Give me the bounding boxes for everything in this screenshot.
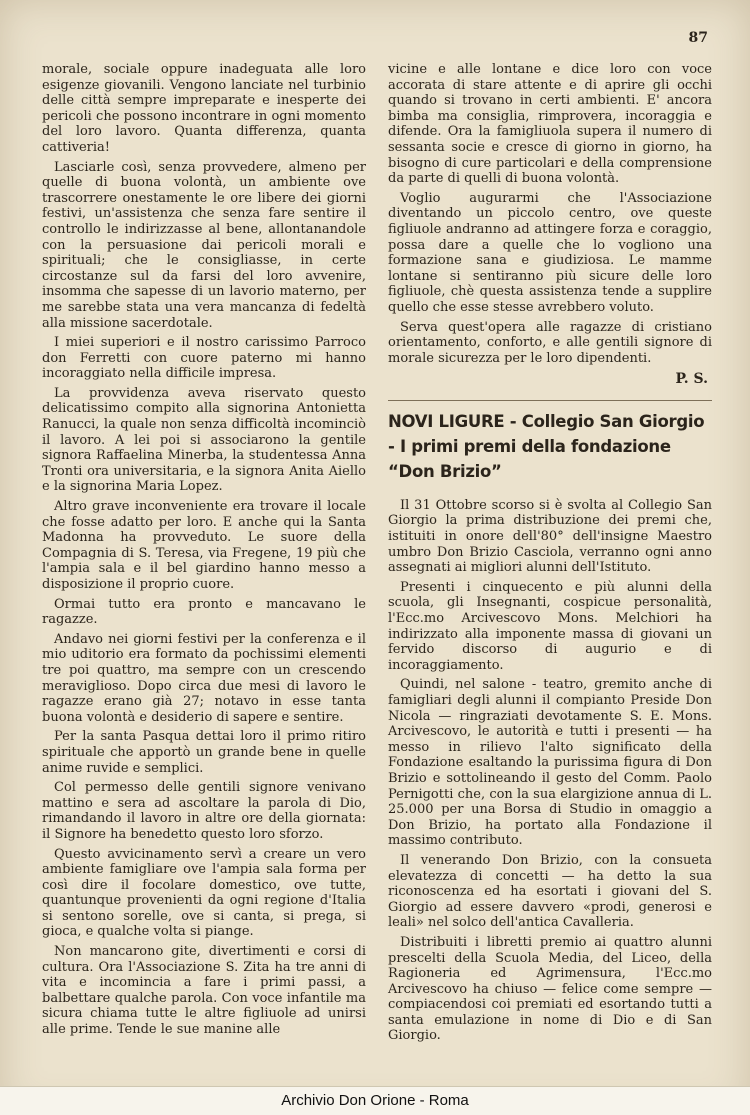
section-divider (388, 400, 712, 401)
page-number: 87 (688, 30, 708, 46)
article-paragraph: Voglio augurarmi che l'Associazione diventando un piccolo centro, ove queste figliuole andranno ad attingere forza e coraggio, possa dare a quelle che lo vogliono una formazione sana e giudiziosa. Le mamme lontane si sentiranno più sicure delle loro figliuole, chè questa assistenza tende a supplire quello che esse stesse avrebbero voluto. (388, 190, 712, 315)
article-paragraph: Per la santa Pasqua dettai loro il primo ritiro spirituale che apportò un grande bene in quelle anime ruvide e semplici. (42, 729, 366, 776)
article-paragraph: Serva quest'opera alle ragazze di cristiano orientamento, conforto, e alle gentili signore di morale sicurezza per le loro dipendenti. (388, 319, 712, 366)
article-paragraph: I miei superiori e il nostro carissimo Parroco don Ferretti con cuore paterno mi hanno incoraggiato nella difficile impresa. (42, 335, 366, 382)
article-paragraph: Col permesso delle gentili signore venivano mattino e sera ad ascoltare la parola di Dio, rimandando il lavoro in altre ore della giornata: il Signore ha benedetto questo loro sforzo. (42, 780, 366, 842)
article-paragraph: vicine e alle lontane e dice loro con voce accorata di stare attente e di aprire gli occhi quando si trovano in certi ambienti. E' ancora bimba ma consiglia, rimprovera, incoraggia e difende. Ora la famigliuola supera il numero di sessanta socie e cresce di giorno in giorno, ha bisogno di cure particolari e della comprensione da parte di quelli di buona volontà. (388, 62, 712, 187)
left-column (42, 62, 366, 1042)
article-paragraph: Ormai tutto era pronto e mancavano le ragazze. (42, 596, 366, 628)
archive-footer: Archivio Don Orione - Roma (0, 1086, 750, 1115)
article-paragraph: Questo avvicinamento servì a creare un vero ambiente famigliare ove l'ampia sala forma per così dire il focolare domestico, ove tutte, quantunque provenienti da ogni regione d'Italia si sentono sorelle, ove si canta, si prega, si gioca, e qualche volta si piange. (42, 846, 366, 940)
article-paragraph: Lasciarle così, senza provvedere, almeno per quelle di buona volontà, un ambiente ove trascorrere onestamente le ore libere dei giorni festivi, un'assistenza che senza fare sentire il controllo le indirizzasse al bene, allontanandole con la persuasione dai pericoli morali e spirituali; che le consigliasse, in certe circostanze sul da farsi del loro avvenire, insomma che sapesse di un lavorio materno, per me sarebbe stata una vera mancanza di fedeltà alla missione sacerdotale. (42, 159, 366, 331)
section-paragraph: Presenti i cinquecento e più alunni della scuola, gli Insegnanti, cospicue personalità, l'Ecc.mo Arcivescovo Mons. Melchiori ha indirizzato alla imponente massa di giovani un fervido discorso di augurio e di incoraggiamento. (388, 579, 712, 673)
article-paragraph: Altro grave inconveniente era trovare il locale che fosse adatto per loro. E anche qui la Santa Madonna ha provveduto. Le suore della Compagnia di S. Teresa, via Fregene, 19 più che l'ampia sala e il bel giardino hanno messo a disposizione il proprio cuore. (42, 499, 366, 592)
section-paragraph: Distribuiti i libretti premio ai quattro alunni prescelti della Scuola Media, del Liceo, della Ragioneria ed Agrimensura, l'Ecc.mo Arcivescovo ha chiuso — felice come sempre — compiacendosi coi premiati ed esortando tutti a santa emulazione in nome di Dio e di San Giorgio. (388, 934, 712, 1044)
article-paragraph: La provvidenza aveva riservato questo delicatissimo compito alla signorina Antonietta Ranucci, la quale non senza difficoltà incominciò il lavoro. A lei poi si associarono la gentile signora Raffaelina Minerba, la studentessa Anna Tronti ora universitaria, e la signora Anita Aiello e la signorina Maria Lopez. (42, 385, 366, 495)
article-paragraph: Non mancarono gite, divertimenti e corsi di cultura. Ora l'Associazione S. Zita ha tre anni di vita e incomincia a fare i primi passi, a balbettare qualche parola. Con voce infantile ma sicura chiama tutte le altre figliuole ad unirsi alle prime. Tende le sue manine alle (42, 944, 366, 1038)
article-signature: P. S. (675, 371, 708, 388)
article-paragraph: Andavo nei giorni festivi per la conferenza e il mio uditorio era formato da pochissimi elementi tre poi quattro, ma sempre con un crescendo meraviglioso. Dopo circa due mesi di lavoro le ragazze erano già 27; notavo in esse tanta buona volontà e desiderio di sapere e sentire. (42, 631, 366, 725)
section-paragraph: Quindi, nel salone - teatro, gremito anche di famigliari degli alunni il compianto Preside Don Nicola — ringraziati devotamente S. E. Mons. Arcivescovo, le autorità e tutti i presenti — ha messo in rilievo l'alto significato della Fondazione esaltando la purissima figura di Don Brizio e sottolineando il gesto del Comm. Paolo Pernigotti che, con la sua elargizione annua di L. 25.000 per una Borsa di Studio in omaggio a Don Brizio, ha portato alla Fondazione il massimo contributo. (388, 677, 712, 849)
section-paragraph: Il 31 Ottobre scorso si è svolta al Collegio San Giorgio la prima distribuzione dei premi che, istituiti in onore dell'80° dell'insigne Maestro umbro Don Brizio Casciola, verranno ogni anno assegnati ai migliori alunni dell'Istituto. (388, 497, 712, 576)
article-paragraph: morale, sociale oppure inadeguata alle loro esigenze giovanili. Vengono lanciate nel turbinio delle città sempre impreparate e inesperte dei pericoli che possono incontrare in ogni momento del loro lavoro. Quanta differenza, quanta cattiveria! (42, 62, 366, 155)
right-column (388, 62, 712, 1048)
section-paragraph: Il venerando Don Brizio, con la consueta elevatezza di concetti — ha detto la sua riconoscenza ed ha esortati i giovani del S. Giorgio ad essere davvero «prodi, generosi e leali» nel solco dell'antica Cavalleria. (388, 852, 712, 931)
section-title: NOVI LIGURE - Collegio San Giorgio - I primi premi della fondazione “Don Brizio” (388, 411, 705, 481)
